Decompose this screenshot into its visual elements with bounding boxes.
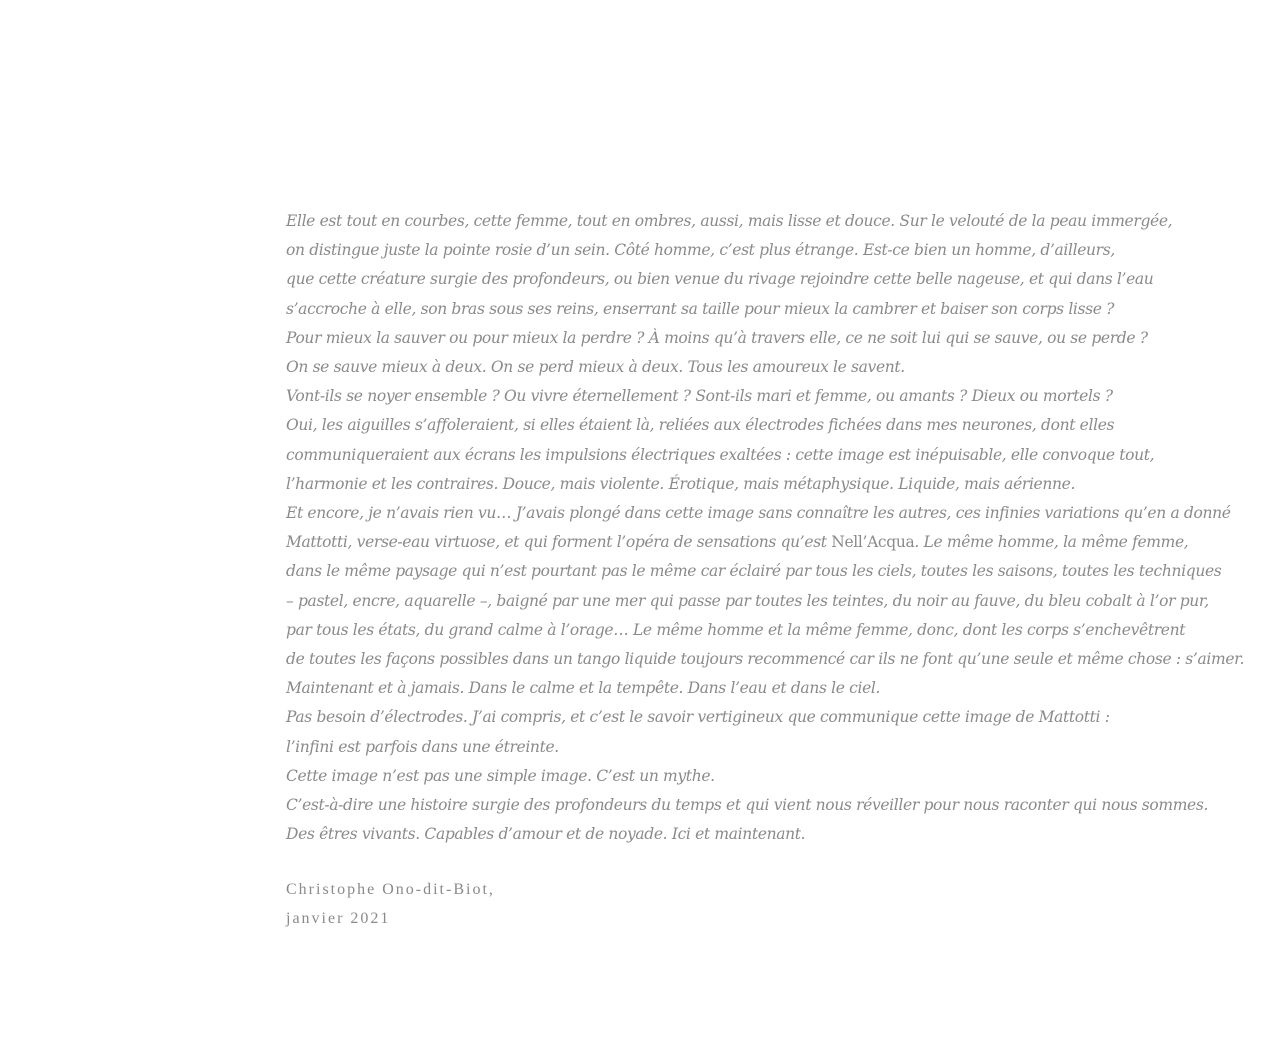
- essay-line: de toutes les façons possibles dans un tango liquide toujours recommencé car ils ne font qu’une seule et même chose : s’aimer.: [286, 650, 1245, 669]
- essay-line: s’accroche à elle, son bras sous ses reins, enserrant sa taille pour mieux la cambrer et baiser son corps lisse ?: [286, 299, 1115, 318]
- essay-line: C’est-à-dire une histoire surgie des profondeurs du temps et qui vient nous réveiller pour nous raconter qui nous sommes.: [286, 796, 1209, 815]
- essay-line: Elle est tout en courbes, cette femme, tout en ombres, aussi, mais lisse et douce. Sur le velouté de la peau immergée,: [286, 212, 1173, 230]
- essay-line: Vont-ils se noyer ensemble ? Ou vivre éternellement ? Sont-ils mari et femme, ou amants ? Dieux ou mortels ?: [286, 387, 1113, 406]
- essay-line: l’harmonie et les contraires. Douce, mais violente. Érotique, mais métaphysique. Liquide, mais aérienne.: [286, 474, 1076, 493]
- essay-line: On se sauve mieux à deux. On se perd mieux à deux. Tous les amoureux le savent.: [286, 358, 905, 377]
- essay-line: Maintenant et à jamais. Dans le calme et la tempête. Dans l’eau et dans le ciel.: [286, 679, 881, 698]
- essay-line: Cette image n’est pas une simple image. C’est un mythe.: [286, 766, 715, 785]
- line-text-after: . Le même homme, la même femme,: [914, 533, 1189, 552]
- line-text-before: Mattotti, verse-eau virtuose, et qui forment l’opéra de sensations qu’est: [286, 533, 832, 552]
- essay-line: Pour mieux la sauver ou pour mieux la perdre ? À moins qu’à travers elle, ce ne soit lui qui se sauve, ou se perde ?: [286, 328, 1148, 347]
- essay-line-with-title: [286, 528, 1246, 557]
- signature-author: Christophe Ono-dit-Biot,: [286, 881, 495, 898]
- essay-line: Oui, les aiguilles s’affoleraient, si elles étaient là, reliées aux électrodes fichées dans mes neurones, dont elles: [286, 416, 1115, 435]
- essay-line: par tous les états, du grand calme à l’orage… Le même homme et la même femme, donc, dont les corps s’enchevêtrent: [286, 620, 1186, 639]
- essay-line: – pastel, encre, aquarelle –, baigné par une mer qui passe par toutes les teintes, du noir au fauve, du bleu cobalt à l’or pur,: [286, 591, 1209, 610]
- signature-date: janvier 2021: [286, 910, 391, 927]
- essay-line: Des êtres vivants. Capables d’amour et de noyade. Ici et maintenant.: [286, 825, 806, 844]
- work-title: Nell’Acqua: [831, 533, 915, 552]
- essay-line: l’infini est parfois dans une étreinte.: [286, 737, 559, 756]
- essay-line: dans le même paysage qui n’est pourtant pas le même car éclairé par tous les ciels, toutes les saisons, toutes les techniques: [286, 562, 1222, 581]
- essay-line: Pas besoin d’électrodes. J’ai compris, et c’est le savoir vertigineux que communique cette image de Mattotti :: [286, 708, 1110, 727]
- essay-line: on distingue juste la pointe rosie d’un sein. Côté homme, c’est plus étrange. Est-ce bien un homme, d’ailleurs,: [286, 241, 1115, 260]
- essay-body: [286, 207, 1246, 849]
- signature: [286, 875, 495, 933]
- essay-line: Et encore, je n’avais rien vu… J’avais plongé dans cette image sans connaître les autres, ces infinies variations qu’en a donné: [286, 504, 1231, 523]
- essay-line: communiqueraient aux écrans les impulsions électriques exaltées : cette image est inépuisable, elle convoque tout,: [286, 445, 1155, 464]
- essay-line: que cette créature surgie des profondeurs, ou bien venue du rivage rejoindre cette belle nageuse, et qui dans l’eau: [286, 270, 1154, 289]
